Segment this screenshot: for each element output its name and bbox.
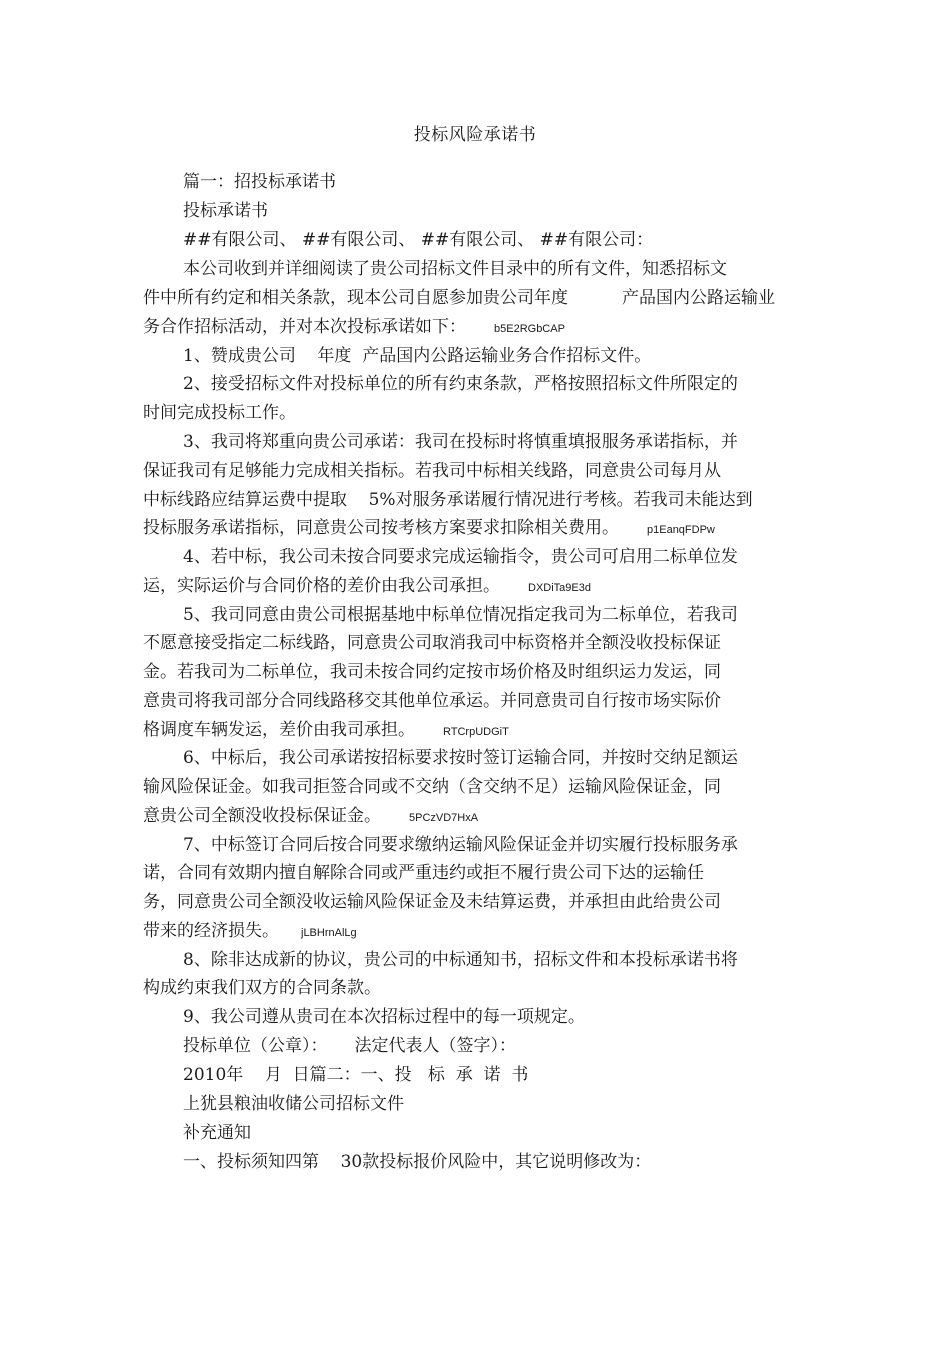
subheading: 补充通知 [183,1123,251,1143]
watermark-code: RTCrpUDGiT [443,726,509,738]
clause-9: 9、我公司遵从贵司在本次招标过程中的每一项规定。 [183,1007,585,1027]
watermark-code: DXDiTa9E3d [528,582,591,594]
line-text: 投标服务承诺指标，同意贵公司按考核方案要求扣除相关费用。 [143,518,619,538]
paragraph-line [143,517,715,541]
clause-4: 4、若中标，我公司未按合同要求完成运输指令，贵公司可启用二标单位发 [183,547,738,567]
date-line: 2010年 月 日篇二：一、投 标 承 诺 书 [183,1065,529,1085]
subheading: 投标承诺书 [183,201,268,221]
line-text: 务合作招标活动，并对本次投标承诺如下： [143,317,466,337]
paragraph-line: 时间完成投标工作。 [143,403,296,423]
paragraph-line: 务，同意贵公司全额没收运输风险保证金及未结算运费，并承担由此给贵公司 [143,892,721,912]
line-text: 带来的经济损失。 [143,921,279,941]
clause-1: 1、赞成贵公司 年度 产品国内公路运输业务合作招标文件。 [183,346,652,366]
paragraph-line: 金。若我司为二标单位，我司未按合同约定按市场价格及时组织运力发运，同 [143,662,721,682]
clause-2: 2、接受招标文件对投标单位的所有约束条款，严格按照招标文件所限定的 [183,374,738,394]
clause-5: 5、我司同意由贵公司根据基地中标单位情况指定我司为二标单位，若我司 [183,605,738,625]
paragraph-line [143,316,565,340]
watermark-code: jLBHrnAlLg [301,927,357,939]
clause-3: 3、我司将郑重向贵公司承诺：我司在投标时将慎重填报服务承诺指标，并 [183,432,738,452]
paragraph-line: 保证我司有足够能力完成相关指标。若我司中标相关线路，同意贵公司每月从 [143,461,721,481]
clause-7: 7、中标签订合同后按合同要求缴纳运输风险保证金并切实履行投标服务承 [183,835,738,855]
addressee-line: ##有限公司、 ##有限公司、 ##有限公司、 ##有限公司： [183,230,654,250]
paragraph-line [143,920,357,944]
signature-line: 投标单位（公章）： 法定代表人（签字）： [183,1036,517,1056]
watermark-code: p1EanqFDPw [647,524,715,536]
watermark-code: 5PCzVD7HxA [409,812,479,824]
paragraph-line: 输风险保证金。如我司拒签合同或不交纳（含交纳不足）运输风险保证金，同 [143,777,721,797]
paragraph-line: 构成约束我们双方的合同条款。 [143,978,381,998]
document-title: 投标风险承诺书 [413,125,537,145]
clause-6: 6、中标后，我公司承诺按招标要求按时签订运输合同，并按时交纳足额运 [183,748,738,768]
paragraph-line: 意贵司将我司部分合同线路移交其他单位承运。并同意贵司自行按市场实际价 [143,691,721,711]
watermark-code: b5E2RGbCAP [494,323,565,335]
line-text: 运，实际运价与合同价格的差价由我公司承担。 [143,576,500,596]
paragraph-line: 不愿意接受指定二标线路，同意贵公司取消我司中标资格并全额没收投标保证 [143,633,721,653]
paragraph-line: 一、投标须知四第 30款投标报价风险中，其它说明修改为： [183,1152,652,1172]
paragraph-line: 诺，合同有效期内擅自解除合同或严重违约或拒不履行贵公司下达的运输任 [143,863,704,883]
paragraph-line: 本公司收到并详细阅读了贵公司招标文件目录中的所有文件，知悉招标文 [183,259,727,279]
section-heading: 上犹县粮油收储公司招标文件 [183,1094,404,1114]
paragraph-line [143,719,509,743]
paragraph-line: 件中所有约定和相关条款，现本公司自愿参加贵公司年度 产品国内公路运输业 [143,288,776,308]
paragraph-line [143,575,591,599]
paragraph-line: 中标线路应结算运费中提取 5%对服务承诺履行情况进行考核。若我司未能达到 [143,490,753,510]
clause-8: 8、除非达成新的协议，贵公司的中标通知书，招标文件和本投标承诺书将 [183,950,738,970]
paragraph-line [143,805,478,829]
line-text: 意贵公司全额没收投标保证金。 [143,806,381,826]
section-heading: 篇一：招投标承诺书 [183,172,336,192]
line-text: 格调度车辆发运，差价由我司承担。 [143,720,415,740]
